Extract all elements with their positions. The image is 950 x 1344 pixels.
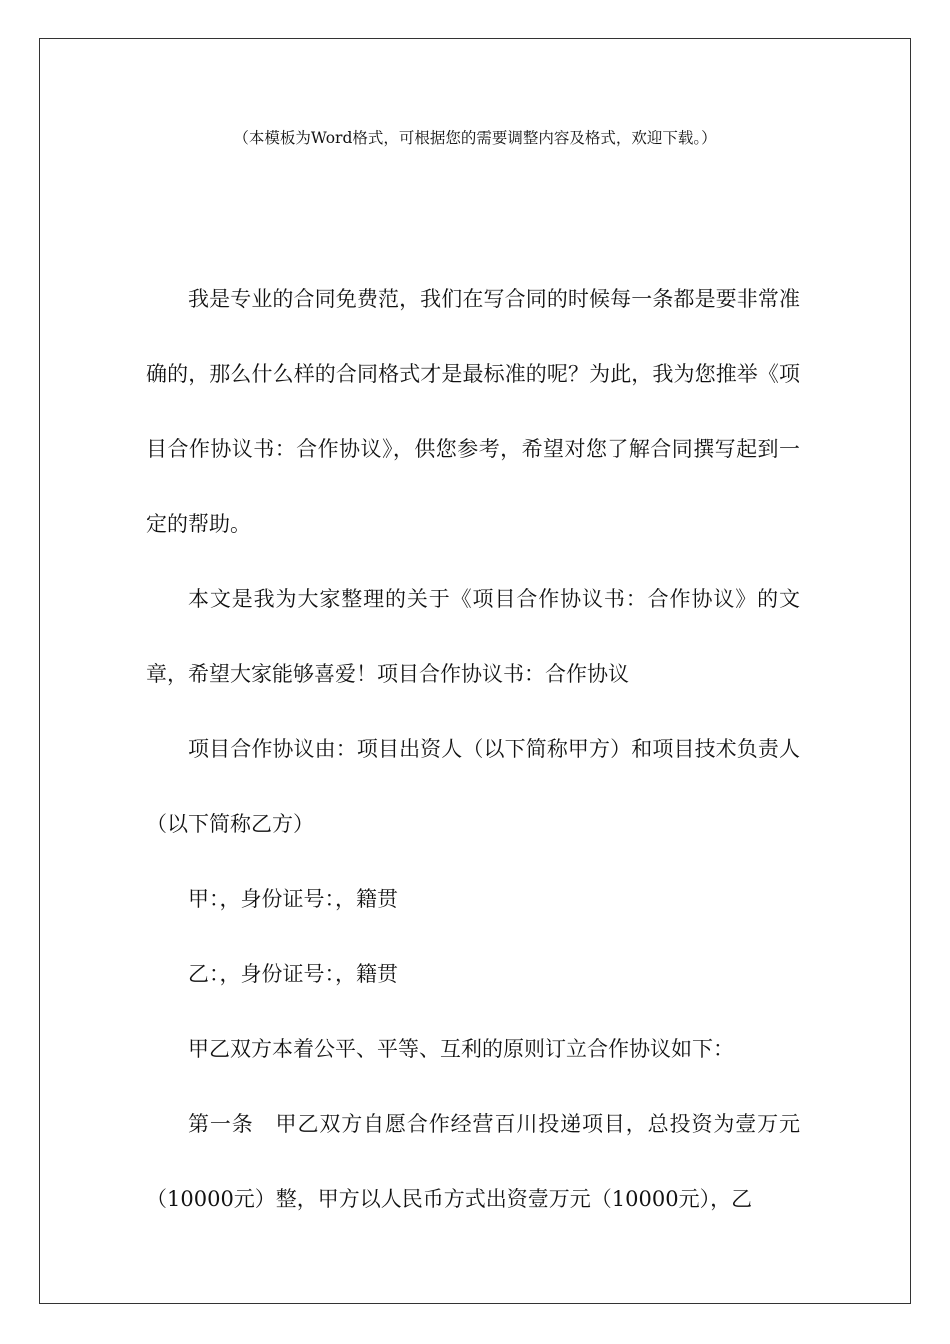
paragraph-principles: 甲乙双方本着公平、平等、互利的原则订立合作协议如下： xyxy=(188,1037,734,1061)
template-notice: （本模板为Word格式，可根据您的需要调整内容及格式，欢迎下载。） xyxy=(233,129,717,147)
document-body xyxy=(146,262,800,1237)
paragraph-parties: 项目合作协议由：项目出资人（以下简称甲方）和项目技术负责人（以下简称乙方） xyxy=(146,737,800,836)
paragraph-article-note: 本文是我为大家整理的关于《项目合作协议书：合作协议》的文章，希望大家能够喜爱！项目合作协议书：合作协议 xyxy=(146,587,800,686)
paragraph-party-b: 乙：，身份证号：，籍贯 xyxy=(188,962,398,986)
paragraph-party-a: 甲：，身份证号：，籍贯 xyxy=(188,887,398,911)
paragraph-article-1: 第一条 甲乙双方自愿合作经营百川投递项目，总投资为壹万元（10000元）整，甲方以人民币方式出资壹万元（10000元），乙 xyxy=(146,1112,800,1211)
paragraph-intro: 我是专业的合同免费范，我们在写合同的时候每一条都是要非常准确的，那么什么样的合同格式才是最标准的呢？为此，我为您推举《项目合作协议书：合作协议》，供您参考，希望对您了解合同撰写起到一定的帮助。 xyxy=(146,287,800,536)
